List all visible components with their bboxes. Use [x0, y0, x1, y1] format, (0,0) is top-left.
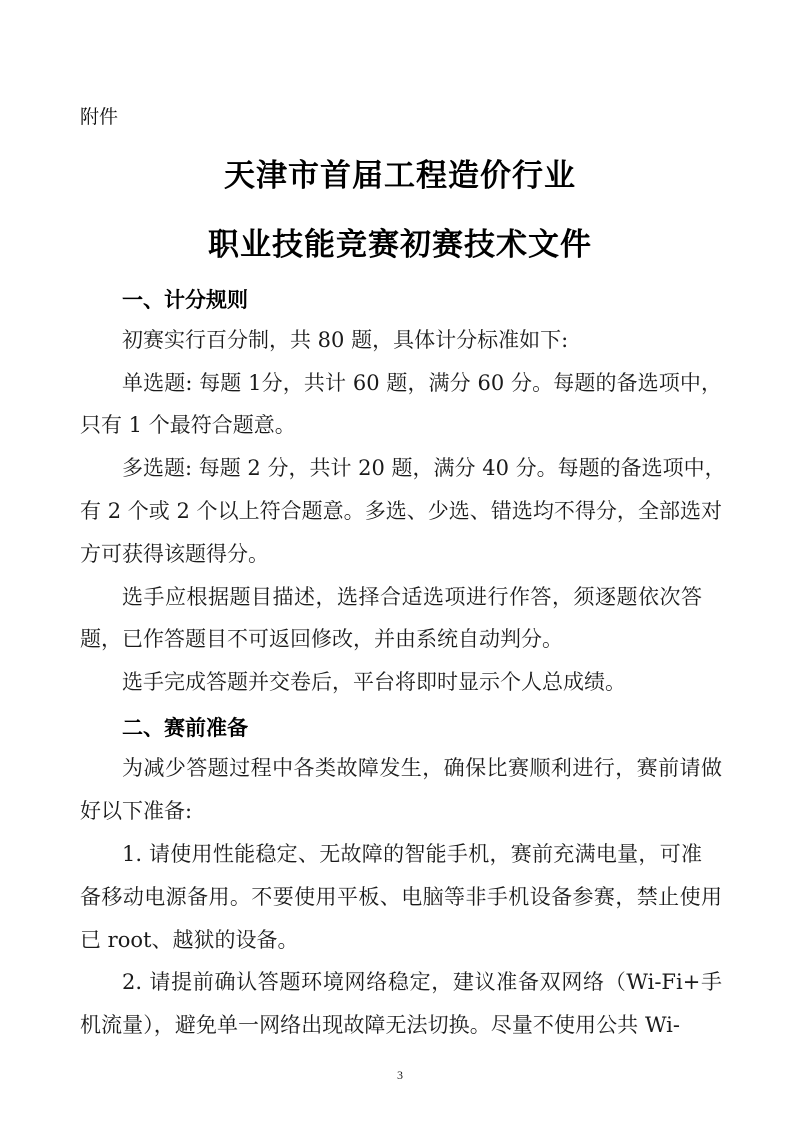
paragraph-line: 选手应根据题目描述，选择合适选项进行作答，须逐题依次答 — [122, 585, 702, 609]
paragraph-line: 好以下准备: — [80, 799, 193, 823]
paragraph-line: 1. 请使用性能稳定、无故障的智能手机，赛前充满电量，可准 — [122, 842, 702, 866]
paragraph-line: 2. 请提前确认答题环境网络稳定，建议准备双网络（Wi-Fi+手 — [122, 970, 722, 994]
page-number: 3 — [397, 1068, 403, 1082]
section-heading-pre-competition-prep: 二、赛前准备 — [122, 716, 248, 740]
paragraph-line: 单选题: 每题 1分，共计 60 题，满分 60 分。每题的备选项中， — [122, 371, 722, 395]
document-title-line-1: 天津市首届工程造价行业 — [224, 158, 576, 194]
attachment-label: 附件 — [80, 106, 119, 128]
section-heading-scoring-rules: 一、计分规则 — [122, 288, 248, 312]
paragraph-line: 初赛实行百分制，共 80 题，具体计分标准如下: — [122, 328, 569, 352]
paragraph-line: 多选题: 每题 2 分，共计 20 题，满分 40 分。每题的备选项中， — [122, 456, 726, 480]
paragraph-line: 备移动电源备用。不要使用平板、电脑等非手机设备参赛，禁止使用 — [80, 885, 722, 909]
paragraph-line: 题，已作答题目不可返回修改，并由系统自动判分。 — [80, 627, 563, 651]
paragraph-line: 选手完成答题并交卷后，平台将即时显示个人总成绩。 — [122, 670, 626, 694]
paragraph-line: 有 2 个或 2 个以上符合题意。多选、少选、错选均不得分，全部选对 — [80, 499, 722, 523]
paragraph-line: 为减少答题过程中各类故障发生，确保比赛顺利进行，赛前请做 — [122, 756, 722, 780]
document-title-line-2: 职业技能竞赛初赛技术文件 — [208, 227, 592, 263]
paragraph-line: 机流量），避免单一网络出现故障无法切换。尽量不使用公共 Wi- — [80, 1013, 680, 1037]
paragraph-line: 方可获得该题得分。 — [80, 542, 269, 566]
paragraph-line: 已 root、越狱的设备。 — [80, 928, 299, 952]
paragraph-line: 只有 1 个最符合题意。 — [80, 413, 296, 437]
